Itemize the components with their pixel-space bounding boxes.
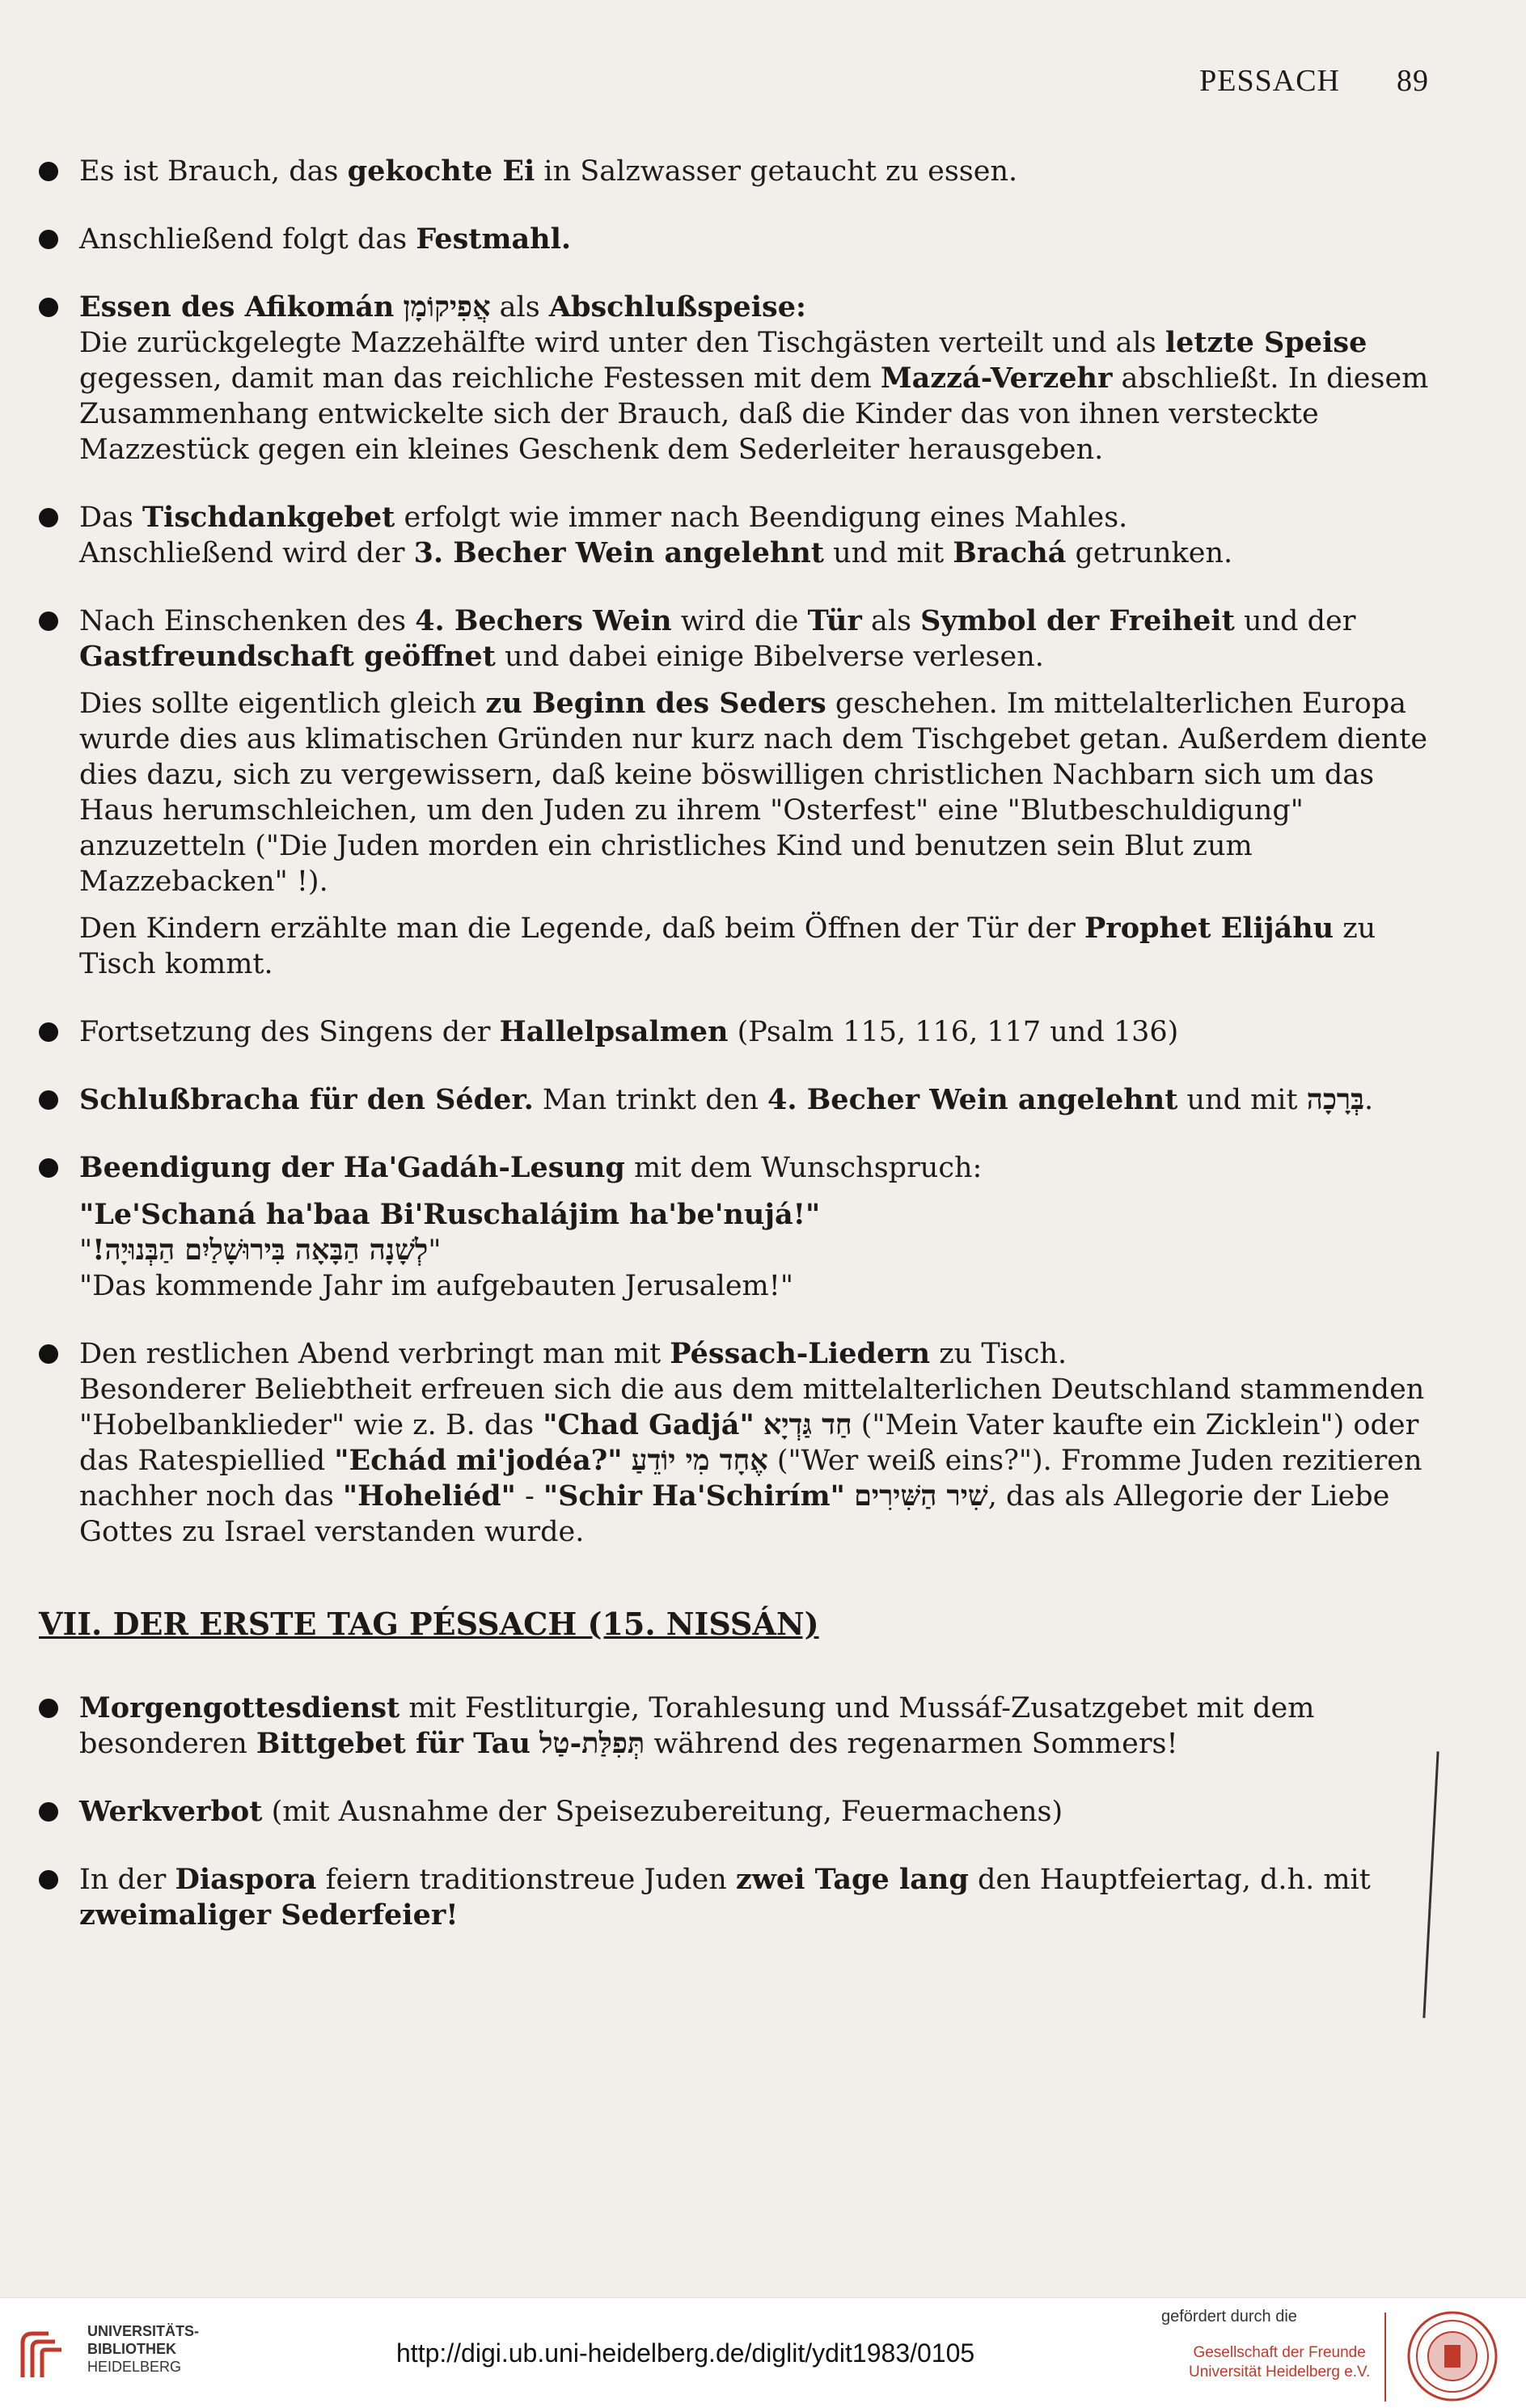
footer-bar — [0, 2297, 1526, 2408]
header-title: PESSACH — [1199, 64, 1340, 98]
bullet-dot-icon — [39, 230, 58, 249]
library-logo-icon — [16, 2327, 73, 2384]
bullet-text: In der Diaspora feiern traditionstreue Juden zwei Tage lang den Hauptfeiertag, d.h. mit zweimaliger Sederfeier! — [79, 1863, 1371, 1932]
sub-paragraph: Den Kindern erzählte man die Legende, daß beim Öffnen der Tür der Prophet Elijáhu zu Tisch kommt. — [79, 912, 1376, 980]
bullet-item — [39, 1082, 1446, 1118]
bullet-text: Nach Einschenken des 4. Bechers Wein wird die Tür als Symbol der Freiheit und der Gastfreundschaft geöffnet und dabei einige Bibelverse verlesen. — [79, 604, 1356, 673]
sponsor-name-line2: Universität Heidelberg e.V. — [1189, 2364, 1371, 2380]
library-name-line1: UNIVERSITÄTS- — [87, 2323, 200, 2339]
bullet-text: Das Tischdankgebet erfolgt wie immer nach Beendigung eines Mahles. Anschließend wird der 3. Becher Wein angelehnt und mit Brachá getrunken. — [79, 501, 1233, 569]
footer-divider — [1384, 2313, 1386, 2402]
section-heading: VII. DER ERSTE TAG PÉSSACH (15. NISSÁN) — [39, 1606, 819, 1642]
bullet-text: Den restlichen Abend verbringt man mit Péssach-Liedern zu Tisch. Besonderer Beliebtheit erfreuen sich die aus dem mittelalterlichen Deutschland stammenden "Hobelbanklieder" wie z. B. das "Chad Gadjá" חַד גַּדְיָא ("Mein Vater kaufte ein Zicklein") oder das Ratespiellied "Echád mi'jodéa?" אֶחָד מִי יוֹדֵעַ ("Wer weiß eins?"). Fromme Juden rezitieren nachher noch das "Hoheliéd" - "Schir Ha'Schirím" שִׁיר הַשִּׁירִים, das als Allegorie der Liebe Gottes zu Israel verstanden wurde. — [79, 1337, 1425, 1548]
page-number: 89 — [1397, 64, 1429, 98]
bullet-item — [39, 290, 1446, 468]
bullet-text: Essen des Afikomán אֲפִיקוֹמָן als Abschlußspeise: Die zurückgelegte Mazzehälfte wird unter den Tischgästen verteilt und als letzte Speise gegessen, damit man das reichliche Festessen mit dem Mazzá-Verzehr abschließt. In diesem Zusammenhang entwickelte sich der Brauch, daß die Kinder das von ihnen versteckte Mazzestück gegen ein kleines Geschenk dem Sederleiter herausgeben. — [79, 290, 1429, 466]
running-header — [1199, 63, 1429, 99]
bullet-item — [39, 500, 1446, 571]
bullet-dot-icon — [39, 1158, 58, 1178]
bullet-dot-icon — [39, 162, 58, 181]
bullet-dot-icon — [39, 1022, 58, 1042]
bullet-item — [39, 1794, 1446, 1830]
bullet-dot-icon — [39, 1344, 58, 1364]
bullet-text: Morgengottesdienst mit Festliturgie, Torahlesung und Mussáf-Zusatzgebet mit dem besonderen Bittgebet für Tau תְּפִלַּת-טַל während des regenarmen Sommers! — [79, 1691, 1315, 1760]
permalink-url[interactable]: http://digi.ub.uni-heidelberg.de/diglit/ydit1983/0105 — [396, 2338, 975, 2368]
bullet-item — [39, 154, 1446, 189]
library-name-line3: HEIDELBERG — [87, 2359, 182, 2375]
sub-paragraph: Dies sollte eigentlich gleich zu Beginn des Seders geschehen. Im mittelalterlichen Europa wurde dies aus klimatischen Gründen nur kurz nach dem Tischgebet getan. Außerdem diente dies dazu, sich zu vergewissern, daß keine böswilligen christlichen Nachbarn sich um das Haus herumschleichen, um den Juden zu ihrem "Osterfest" eine "Blutbeschuldigung" anzuzetteln ("Die Juden morden ein christliches Kind und benutzen sein Blut zum Mazzebacken" !). — [79, 687, 1428, 898]
bullet-dot-icon — [39, 1699, 58, 1718]
page-content — [39, 154, 1446, 1966]
sub-paragraph: "Le'Schaná ha'baa Bi'Ruschalájim ha'be'nujá!" "לְשָׁנָה הַבָּאָה בִּירוּשָׁלַיִם הַבְּנוּיָה!" "Das kommende Jahr im aufgebauten Jerusalem!" — [79, 1198, 821, 1302]
bullet-item — [39, 603, 1446, 982]
sponsor-label: gefördert durch die — [1161, 2308, 1297, 2325]
bullet-text: Es ist Brauch, das gekochte Ei in Salzwasser getaucht zu essen. — [79, 154, 1018, 188]
bullet-text: Anschließend folgt das Festmahl. — [79, 222, 572, 256]
bullet-list-first-day — [39, 1691, 1446, 1933]
university-seal-icon — [1406, 2309, 1499, 2403]
bullet-dot-icon — [39, 612, 58, 631]
bullet-text: Beendigung der Ha'Gadáh-Lesung mit dem Wunschspruch: — [79, 1151, 983, 1184]
bullet-item — [39, 1014, 1446, 1050]
bullet-dot-icon — [39, 508, 58, 527]
bullet-text: Schlußbracha für den Séder. Man trinkt den 4. Becher Wein angelehnt und mit בְּרָכָה. — [79, 1083, 1374, 1116]
bullet-dot-icon — [39, 1090, 58, 1110]
bullet-dot-icon — [39, 1802, 58, 1822]
bullet-dot-icon — [39, 298, 58, 317]
bullet-item — [39, 1150, 1446, 1304]
library-name-line2: BIBLIOTHEK — [87, 2341, 176, 2357]
bullet-item — [39, 1336, 1446, 1550]
bullet-dot-icon — [39, 1870, 58, 1890]
library-name — [87, 2322, 199, 2376]
bullet-item — [39, 222, 1446, 257]
bullet-item — [39, 1691, 1446, 1762]
bullet-list-seder — [39, 154, 1446, 1550]
sponsor-name-line1: Gesellschaft der Freunde — [1193, 2344, 1366, 2361]
bullet-item — [39, 1862, 1446, 1933]
bullet-text: Fortsetzung des Singens der Hallelpsalmen (Psalm 115, 116, 117 und 136) — [79, 1015, 1179, 1048]
sponsor-name — [1189, 2343, 1370, 2382]
bullet-text: Werkverbot (mit Ausnahme der Speisezubereitung, Feuermachens) — [79, 1795, 1063, 1828]
